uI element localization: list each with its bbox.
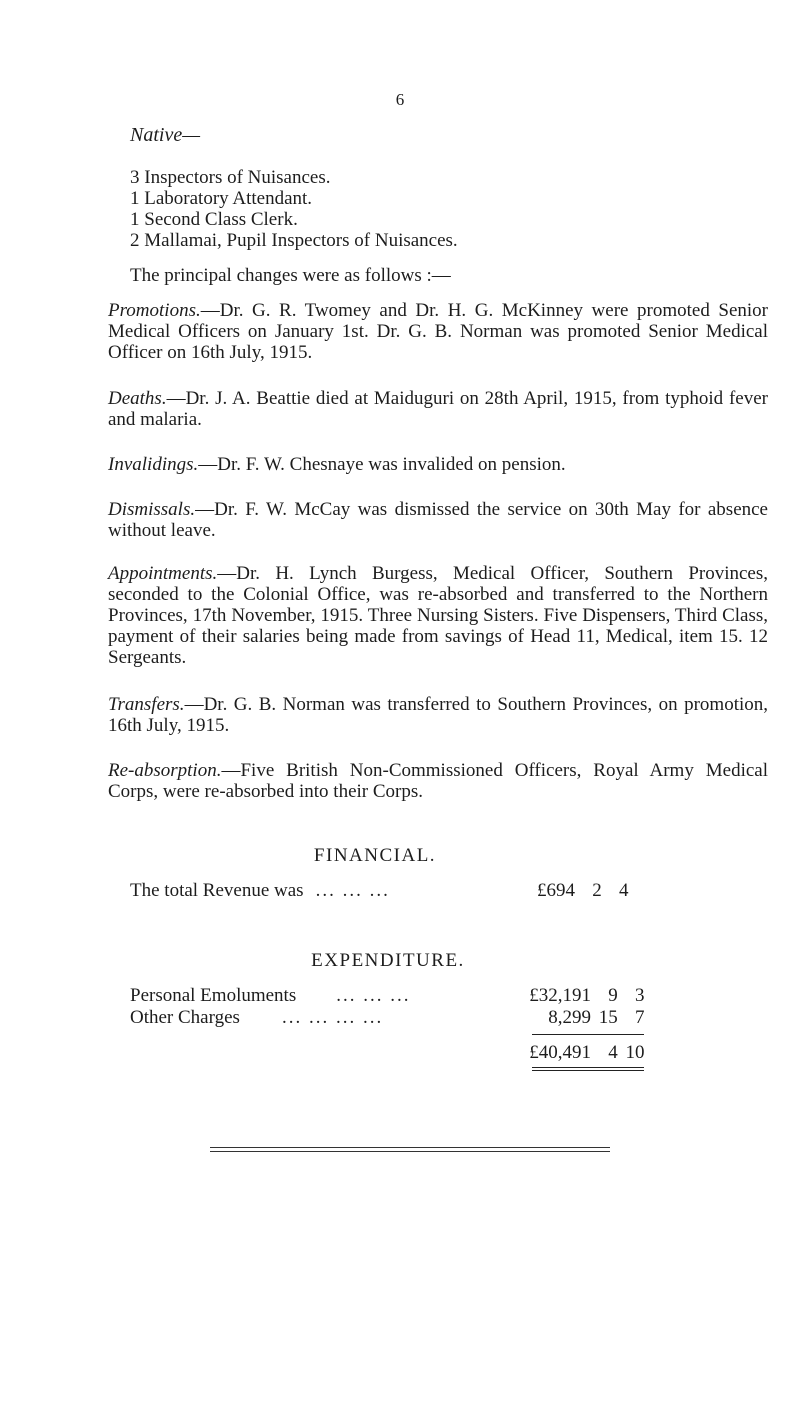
divider-rule — [210, 1147, 610, 1148]
list-item: 3 Inspectors of Nuisances. — [130, 167, 331, 188]
amount-pounds: 8,299 — [548, 1007, 591, 1028]
expenditure-amount-other — [508, 1007, 645, 1029]
amount-shillings: 2 — [592, 880, 602, 901]
appointments-paragraph — [108, 563, 768, 668]
subtotal-rule — [532, 1034, 644, 1035]
amount-pounds: £40,491 — [529, 1042, 591, 1063]
invalidings-paragraph — [108, 454, 768, 475]
financial-heading: FINANCIAL. — [313, 845, 437, 866]
expenditure-label: Personal Emoluments — [130, 985, 297, 1006]
paragraph-text: —Dr. F. W. McCay was dismissed the service on 30th May for absence without leave. — [108, 499, 768, 541]
native-staff-list — [130, 167, 458, 251]
total-rule-bottom — [532, 1070, 644, 1071]
dismissals-paragraph — [108, 499, 768, 541]
amount-pounds: £32,191 — [529, 985, 591, 1006]
paragraph-text: —Dr. G. R. Twomey and Dr. H. G. McKinney were promoted Senior Medical Officers on January 1st. Dr. G. B. Norman was promoted Senior Medical Officer on 16th July, 1915. — [108, 300, 768, 363]
list-item: 1 Laboratory Attendant. — [130, 188, 313, 209]
amount-pence: 7 — [635, 1007, 645, 1028]
amount-pounds: £694 — [537, 880, 575, 901]
expenditure-total — [508, 1042, 645, 1064]
reabsorption-paragraph — [108, 760, 768, 802]
paragraph-lead: Re-absorption. — [108, 760, 222, 781]
list-item: 2 Mallamai, Pupil Inspectors of Nuisances. — [130, 230, 458, 251]
amount-pence: 3 — [635, 985, 645, 1006]
paragraph-lead: Invalidings. — [108, 454, 199, 475]
changes-intro: The principal changes were as follows :— — [130, 265, 451, 286]
paragraph-lead: Appointments. — [108, 563, 218, 584]
leader-dots: ... ... ... — [336, 985, 411, 1006]
revenue-row — [130, 880, 390, 902]
paragraph-lead: Promotions. — [108, 300, 201, 321]
expenditure-amount-personal — [508, 985, 645, 1007]
paragraph-text: —Dr. J. A. Beattie died at Maiduguri on 28th April, 1915, from typhoid fever and malaria. — [108, 388, 768, 430]
paragraph-text: —Dr. H. Lynch Burgess, Medical Officer, Southern Provinces, seconded to the Colonial Office, was re-absorbed and transferred to the Northern Provinces, 17th November, 1915. Three Nursing Sisters. Five Dispensers, Third Class, payment of their salaries being made from savings of Head 11, Medical, item 15. 12 Sergeants. — [108, 563, 768, 668]
expenditure-label: Other Charges — [130, 1007, 240, 1028]
native-heading: Native— — [130, 124, 200, 146]
amount-pence: 10 — [625, 1042, 645, 1063]
paragraph-lead: Deaths. — [108, 388, 167, 409]
divider-rule — [210, 1151, 610, 1152]
expenditure-heading: EXPENDITURE. — [311, 950, 465, 971]
deaths-paragraph — [108, 388, 768, 430]
promotions-paragraph — [108, 300, 768, 363]
leader-dots: ... ... ... ... — [281, 1007, 384, 1028]
paragraph-lead: Dismissals. — [108, 499, 196, 520]
total-rule-top — [532, 1067, 644, 1068]
amount-pence: 4 — [619, 880, 629, 901]
revenue-label: The total Revenue was — [130, 880, 304, 901]
amount-shillings: 9 — [608, 985, 618, 1006]
paragraph-text: —Dr. G. B. Norman was transferred to Southern Provinces, on promotion, 16th July, 1915. — [108, 694, 768, 736]
leader-dots: ... ... ... — [315, 880, 390, 901]
amount-shillings: 4 — [608, 1042, 618, 1063]
list-item: 1 Second Class Clerk. — [130, 209, 298, 230]
expenditure-row-personal — [130, 985, 410, 1007]
transfers-paragraph — [108, 694, 768, 736]
revenue-amount — [510, 880, 629, 902]
page-number: 6 — [395, 90, 405, 109]
expenditure-row-other — [130, 1007, 383, 1029]
paragraph-text: —Dr. F. W. Chesnaye was invalided on pension. — [198, 454, 566, 475]
paragraph-text: —Five British Non-Commissioned Officers, Royal Army Medical Corps, were re-absorbed into their Corps. — [108, 760, 768, 802]
amount-shillings: 15 — [598, 1007, 618, 1028]
paragraph-lead: Transfers. — [108, 694, 185, 715]
